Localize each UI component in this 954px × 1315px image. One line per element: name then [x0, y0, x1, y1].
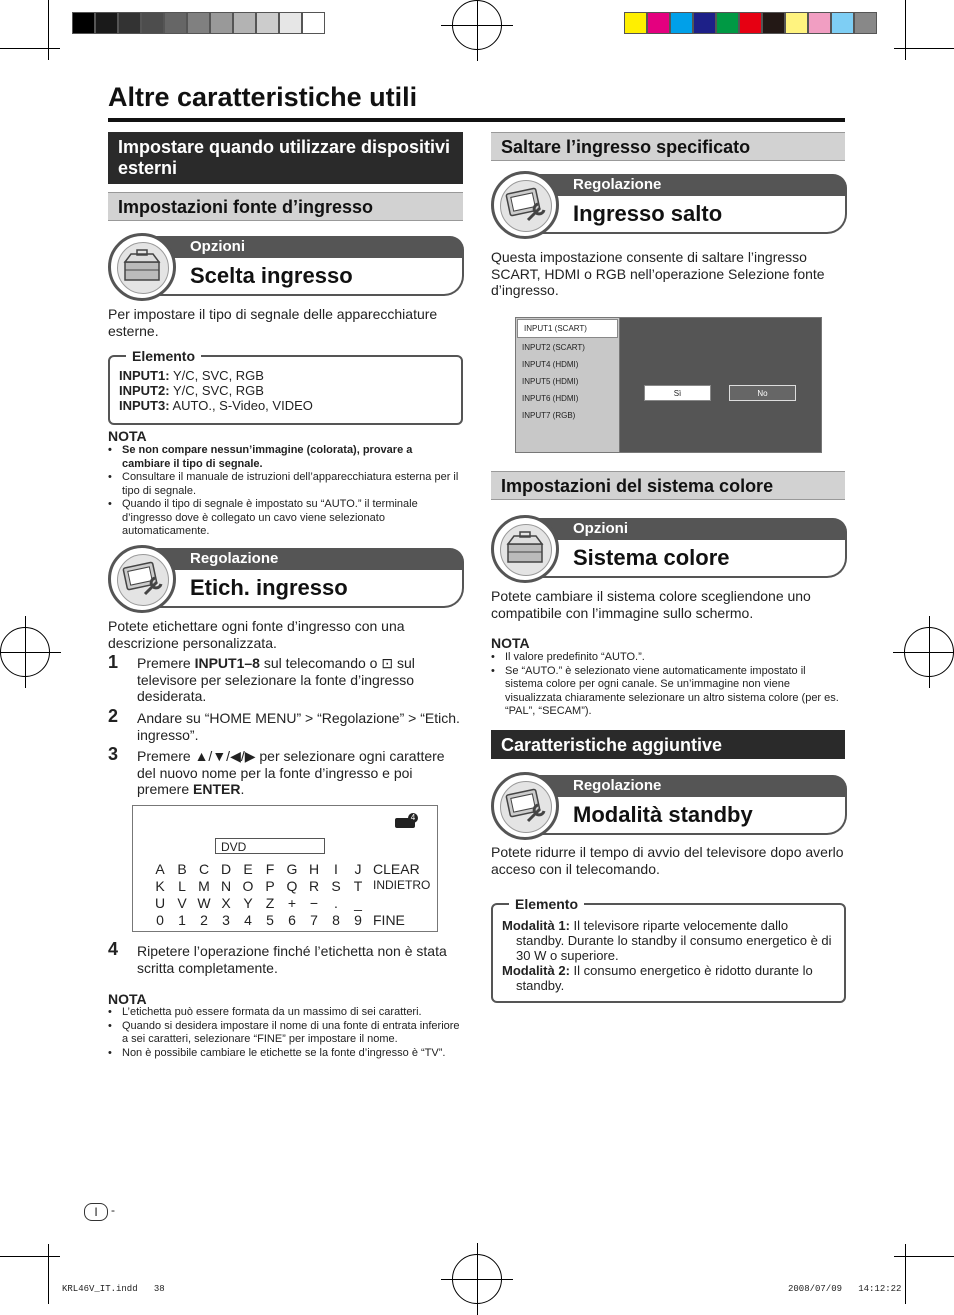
- nota-list: [108, 444, 460, 539]
- grayscale-bar: [72, 12, 325, 34]
- section-color-system: Impostazioni del sistema colore: [491, 471, 845, 500]
- input-list: [516, 318, 620, 452]
- keyboard-row: [149, 878, 430, 894]
- key[interactable]: B: [177, 861, 187, 877]
- section-input-settings: Impostazioni fonte d’ingresso: [108, 192, 463, 221]
- nota-item: • Il valore predefinito “AUTO.”.: [491, 651, 845, 665]
- key[interactable]: V: [177, 895, 187, 911]
- label-keyboard-screen: [132, 805, 438, 932]
- elemento-item: Modalità 2: Il consumo energetico è ridotto durante lo standby.: [502, 963, 813, 993]
- no-button[interactable]: No: [729, 385, 796, 401]
- nota-list: [491, 651, 845, 719]
- footer-file: KRL46V_IT.indd 38: [62, 1284, 165, 1294]
- elemento-items: [119, 368, 449, 413]
- elemento-label: Elemento: [126, 348, 201, 364]
- nota-list: [108, 1006, 460, 1060]
- nota-item: • Quando si desidera impostare il nome di una fonte di entrata inferiore a sei caratteri, selezionare “FINE” per impostare il nome.: [108, 1020, 460, 1047]
- section-external-devices: Impostare quando utilizzare dispositivi esterni: [108, 132, 463, 184]
- registration-mark: [452, 1254, 502, 1304]
- nota-item: • Se non compare nessun’immagine (colorata), provare a cambiare il tipo di segnale.: [108, 444, 460, 471]
- category-label: Regolazione: [148, 548, 464, 570]
- step-number: 3: [108, 744, 119, 764]
- page-number-dash: -: [111, 1203, 115, 1217]
- page-title: Altre caratteristiche utili: [108, 82, 418, 112]
- key[interactable]: D: [220, 861, 232, 877]
- key[interactable]: T: [353, 878, 363, 894]
- elemento-item: INPUT1: Y/C, SVC, RGB: [119, 368, 264, 383]
- yes-button[interactable]: Sì: [644, 385, 711, 401]
- key[interactable]: 2: [200, 912, 208, 928]
- key[interactable]: 6: [288, 912, 296, 928]
- key[interactable]: A: [155, 861, 165, 877]
- key[interactable]: I: [334, 861, 338, 877]
- key[interactable]: +: [287, 895, 297, 911]
- key[interactable]: Y: [243, 895, 253, 911]
- step-text: Andare su “HOME MENU” > “Regolazione” > “Etich. ingresso”.: [137, 710, 460, 743]
- toolbox-icon: [108, 233, 176, 301]
- input-list-item[interactable]: INPUT6 (HDMI): [522, 394, 579, 403]
- key[interactable]: Z: [265, 895, 275, 911]
- feature-name: Scelta ingresso: [190, 263, 353, 288]
- scelta-intro: Per impostare il tipo di segnale delle apparecchiature esterne.: [108, 306, 438, 339]
- step-number: 2: [108, 706, 119, 726]
- key[interactable]: 3: [222, 912, 230, 928]
- key[interactable]: J: [354, 861, 362, 877]
- feature-ingresso-salto: [491, 174, 847, 238]
- feature-scelta-ingresso: [108, 236, 464, 300]
- key[interactable]: 0: [156, 912, 164, 928]
- key[interactable]: K: [155, 878, 165, 894]
- footer-date: 2008/07/09 14:12:22: [788, 1284, 902, 1294]
- key[interactable]: 8: [332, 912, 340, 928]
- key-clear[interactable]: CLEAR: [373, 861, 420, 877]
- step-number: 1: [108, 652, 119, 672]
- toolbox-icon: [491, 515, 559, 583]
- elemento-label: Elemento: [509, 896, 584, 912]
- colore-intro: Potete cambiare il sistema colore scegliendone uno compatibile con l’immagine sullo schermo.: [491, 588, 811, 621]
- key[interactable]: N: [220, 878, 232, 894]
- standby-intro: Potete ridurre il tempo di avvio del televisore dopo averlo acceso con il telecomando.: [491, 844, 844, 877]
- salto-intro: Questa impostazione consente di saltare l’ingresso SCART, HDMI o RGB nell’operazione Selezione fonte d’ingresso.: [491, 249, 825, 298]
- nota-item: • Consultare il manuale de istruzioni dell’apparecchiatura esterna per il tipo di segnale.: [108, 471, 460, 498]
- color-bar: [624, 12, 877, 34]
- feature-name: Etich. ingresso: [190, 575, 348, 600]
- key[interactable]: 4: [244, 912, 252, 928]
- registration-mark: [904, 627, 954, 677]
- label-field[interactable]: DVD: [215, 838, 325, 854]
- key[interactable]: R: [308, 878, 320, 894]
- key[interactable]: 7: [310, 912, 318, 928]
- tv-wrench-icon: [108, 545, 176, 613]
- step-text: Premere ▲/▼/◀/▶ per selezionare ogni carattere del nuovo nome per la fonte d’ingresso e poi premere ENTER.: [137, 748, 445, 797]
- nota-item: • Se “AUTO.” è selezionato viene automaticamente impostato il sistema colore per ogni canale. Se un’immagine non viene visualizzata chiaramente selezionare un altro sistema colore (per es. “PAL”, “SECAM”).: [491, 665, 845, 719]
- registration-mark: [0, 627, 50, 677]
- registration-mark: [452, 0, 502, 50]
- key[interactable]: U: [154, 895, 166, 911]
- category-label: Regolazione: [531, 174, 847, 196]
- key[interactable]: 9: [354, 912, 362, 928]
- step-number: 4: [108, 939, 119, 959]
- input-list-item[interactable]: INPUT4 (HDMI): [522, 360, 579, 369]
- feature-name: Modalità standby: [573, 802, 753, 827]
- key[interactable]: Q: [286, 878, 298, 894]
- key[interactable]: S: [331, 878, 341, 894]
- elemento-item: Modalità 1: Il televisore riparte velocemente dallo standby. Durante lo standby il consumo energetico è di 30 W o superiore.: [502, 918, 832, 963]
- key-indietro[interactable]: INDIETRO: [373, 878, 431, 892]
- key[interactable]: _: [354, 895, 362, 911]
- key[interactable]: C: [198, 861, 210, 877]
- elemento-items: [502, 918, 834, 993]
- nota-heading: NOTA: [108, 428, 147, 444]
- key[interactable]: .: [334, 895, 338, 911]
- key[interactable]: L: [178, 878, 186, 894]
- feature-name: Ingresso salto: [573, 201, 723, 226]
- tv-wrench-icon: [491, 171, 559, 239]
- step-text: Ripetere l’operazione finché l’etichetta non è stata scritta completamente.: [137, 943, 447, 976]
- keyboard-row: [149, 861, 420, 877]
- nota-item: • L’etichetta può essere formata da un massimo di sei caratteri.: [108, 1006, 460, 1020]
- key-empty: [369, 895, 373, 911]
- input-badge-number: 4: [408, 813, 418, 823]
- nota-heading: NOTA: [491, 635, 530, 651]
- key[interactable]: P: [265, 878, 275, 894]
- input-list-item[interactable]: INPUT2 (SCART): [522, 343, 585, 352]
- section-additional-features: Caratteristiche aggiuntive: [491, 730, 845, 759]
- page-number-badge: I: [84, 1203, 108, 1221]
- input-list-item[interactable]: INPUT1 (SCART): [517, 319, 618, 338]
- elemento-item: INPUT2: Y/C, SVC, RGB: [119, 383, 264, 398]
- key[interactable]: H: [308, 861, 320, 877]
- input-list-item[interactable]: INPUT5 (HDMI): [522, 377, 579, 386]
- title-rule: [108, 118, 845, 122]
- section-skip-input: Saltare l’ingresso specificato: [491, 132, 845, 161]
- key[interactable]: G: [286, 861, 298, 877]
- key[interactable]: 1: [178, 912, 186, 928]
- category-label: Regolazione: [531, 775, 847, 797]
- key-fine[interactable]: FINE: [373, 912, 405, 928]
- input-list-item[interactable]: INPUT7 (RGB): [522, 411, 576, 420]
- feature-modalita-standby: [491, 775, 847, 839]
- key[interactable]: W: [197, 895, 211, 911]
- tv-wrench-icon: [491, 772, 559, 840]
- keyboard-row: [149, 912, 405, 928]
- key[interactable]: F: [265, 861, 275, 877]
- feature-name: Sistema colore: [573, 545, 730, 570]
- etich-intro: Potete etichettare ogni fonte d’ingresso con una descrizione personalizzata.: [108, 618, 405, 651]
- category-label: Opzioni: [531, 518, 847, 540]
- nota-item: • Non è possibile cambiare le etichette se la fonte d’ingresso è “TV”.: [108, 1047, 460, 1061]
- feature-sistema-colore: [491, 518, 847, 582]
- feature-etich-ingresso: [108, 548, 464, 612]
- keyboard-row: [149, 895, 373, 911]
- key[interactable]: 5: [266, 912, 274, 928]
- key[interactable]: X: [221, 895, 231, 911]
- nota-item: • Quando il tipo di segnale è impostato su “AUTO.” il terminale d’ingresso dove è collegato un cavo viene selezionato automaticamente.: [108, 498, 460, 539]
- skip-input-screen: [515, 317, 822, 453]
- key[interactable]: −: [309, 895, 319, 911]
- key[interactable]: O: [242, 878, 254, 894]
- key[interactable]: E: [243, 861, 253, 877]
- step-text: Premere INPUT1–8 sul telecomando o ⊡ sul televisore per selezionare la fonte d’ingresso desiderata.: [137, 655, 415, 704]
- nota-heading: NOTA: [108, 991, 147, 1007]
- key[interactable]: M: [198, 878, 210, 894]
- elemento-item: INPUT3: AUTO., S-Video, VIDEO: [119, 398, 313, 413]
- category-label: Opzioni: [148, 236, 464, 258]
